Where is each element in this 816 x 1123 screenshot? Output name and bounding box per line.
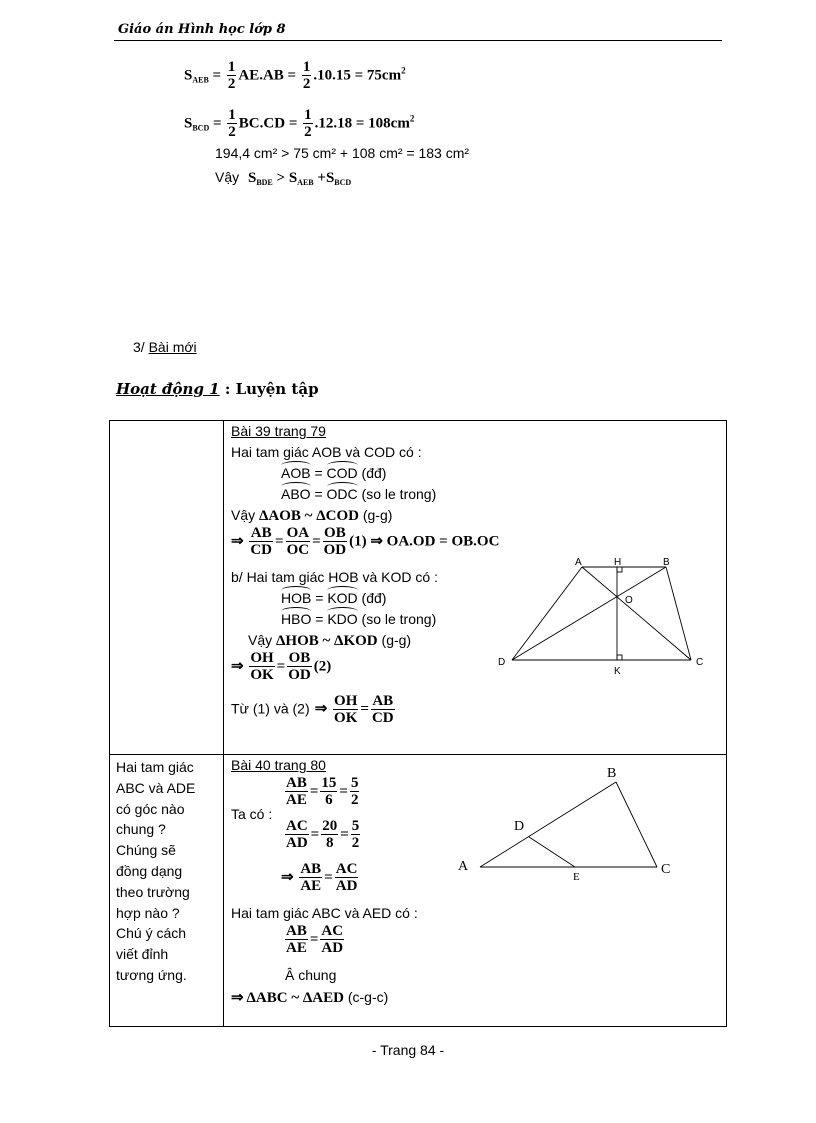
formula-s-bcd: $S_{BCD}$ = $\frac{1}{2}$ BC.CD = $\frac{1}{2}$ $.12.18 = 108cm^2$ — [184, 107, 415, 140]
page-header: Giáo án Hình học lớp 8 — [118, 22, 286, 37]
ex39-angle-line-3: HOB = KOD (đđ) — [281, 590, 387, 606]
formula-s-aeb: $S_{AEB}$ = $\frac{1}{2}$ AE.AB = $\frac{1}{2}$ $.10.15 = 75cm^2$ — [184, 59, 406, 92]
area-comparison: 194,4 cm² > 75 cm² + 108 cm² = 183 cm² — [215, 145, 470, 161]
diagonal-ac — [582, 567, 691, 660]
exercise-39-title: Bài 39 trang 79 — [231, 423, 326, 439]
label-o: O — [625, 595, 633, 606]
ex39-b-intro: b/ Hai tam giác HOB và KOD có : — [231, 569, 438, 585]
ex39-ratio-1: ⇒ $\frac{AB}{CD}$ = $\frac{OA}{OC}$ = $\frac{OB}{OD}$ (1) ⇒ OA.OD = OB.OC — [231, 525, 500, 558]
label-b: B — [663, 557, 670, 568]
triangle-figure — [452, 760, 682, 885]
diagonal-bd — [512, 567, 666, 660]
ex40-similarity: ⇒ ΔABC ~ ΔAED (c-g-c) — [231, 989, 389, 1006]
label-c: C — [661, 862, 671, 877]
right-angle-k — [617, 655, 622, 660]
ex40-ratio-1: $\frac{AB}{AE}$ = $\frac{15}{6}$ = $\frac{5}{2}$ — [286, 775, 359, 808]
label-c: C — [696, 657, 704, 668]
segment-bc — [616, 782, 657, 867]
teacher-note: Hai tam giác ABC và ADE có góc nào chung ? Chúng sẽ đồng dạng theo trường hợp nào ? Chú ý cách viết đỉnh tương ứng. — [116, 759, 196, 983]
ex39-intro: Hai tam giác AOB và COD có : — [231, 444, 422, 460]
label-k: K — [614, 666, 621, 677]
fraction: $\frac{1}{2}$ — [227, 59, 236, 92]
ex39-angle-line-4: HBO = KDO (so le trong) — [281, 611, 437, 627]
fraction: $\frac{1}{2}$ — [302, 59, 311, 92]
fraction: $\frac{1}{2}$ — [228, 107, 236, 140]
segment-bc — [666, 567, 691, 660]
label-b: B — [607, 766, 617, 781]
label-h: H — [614, 557, 622, 568]
segment-ab — [480, 782, 616, 867]
left-cell-empty — [110, 421, 224, 755]
trapezoid-figure — [490, 552, 710, 680]
ex39-ratio-2: ⇒ $\frac{OH}{OK}$ = $\frac{OB}{OD}$ (2) — [231, 650, 332, 683]
ex40-ratio-4: $\frac{AB}{AE}$ = $\frac{AC}{AD}$ — [286, 923, 344, 956]
segment-de — [529, 837, 575, 867]
label-d: D — [514, 819, 525, 834]
exercise-40-title: Bài 40 trang 80 — [231, 757, 326, 773]
ex39-similarity-2: Vậy ΔHOB ~ ΔKOD (g-g) — [248, 632, 412, 649]
segment-ad — [512, 567, 582, 660]
page-footer: - Trang 84 - — [371, 1042, 445, 1058]
ex40-ratio-2: $\frac{AC}{AD}$ = $\frac{20}{8}$ = $\frac{5}{2}$ — [286, 818, 360, 851]
activity-heading: Hoạt động 1 : Luyện tập — [116, 380, 319, 398]
label-d: D — [498, 657, 506, 668]
ex40-taco: Ta có : — [231, 806, 273, 822]
ex39-conclusion: Từ (1) và (2) ⇒ $\frac{OH}{OK}$ = $\frac{AB}{CD}$ — [231, 693, 394, 726]
ex39-angle-line-2: ABO = ODC (so le trong) — [281, 486, 437, 502]
label-a: A — [575, 557, 582, 568]
label-e: E — [573, 871, 580, 883]
section-heading: 3/ Bài mới — [133, 339, 197, 355]
ex40-intro2: Hai tam giác ABC và AED có : — [231, 905, 418, 921]
ex39-similarity-1: Vậy ΔAOB ~ ΔCOD (g-g) — [231, 507, 393, 524]
header-rule — [114, 40, 722, 41]
ex39-angle-line-1: AOB = COD (đđ) — [281, 465, 387, 481]
ex40-ratio-3: ⇒ $\frac{AB}{AE}$ = $\frac{AC}{AD}$ — [281, 861, 358, 894]
area-conclusion: Vậy $S_{BDE} > S_{AEB} +S_{BCD}$ — [215, 169, 352, 187]
fraction: $\frac{1}{2}$ — [304, 107, 312, 140]
ex40-common-angle: Â chung — [285, 967, 337, 983]
label-a: A — [458, 859, 469, 874]
